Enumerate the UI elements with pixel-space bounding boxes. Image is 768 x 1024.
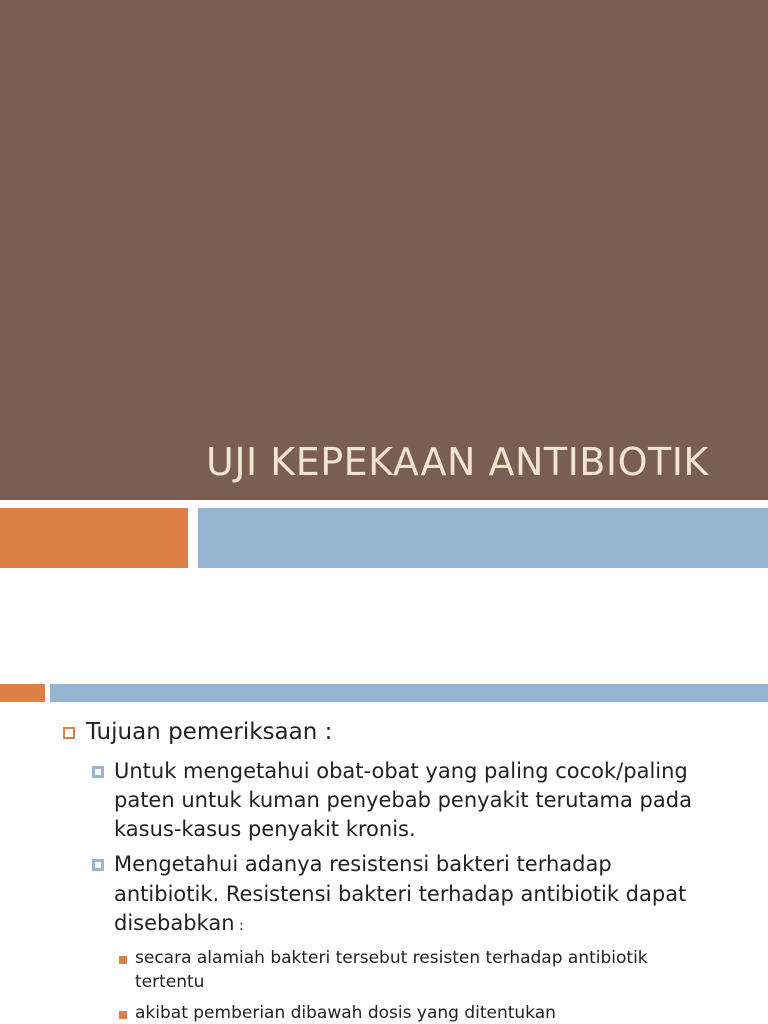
point1-line3: kasus-kasus penyakit kronis. <box>114 817 416 841</box>
point1-line1: Untuk mengetahui obat-obat yang paling cocok/paling <box>114 759 688 783</box>
heading-text: Tujuan pemeriksaan : <box>86 719 333 745</box>
point2-line1: Mengetahui adanya resistensi bakteri terhadap <box>114 852 612 876</box>
accent-bar-orange <box>0 508 188 568</box>
point1-line2: paten untuk kuman penyebab penyakit terutama pada <box>114 788 692 812</box>
subpoint2-line1: akibat pemberian dibawah dosis yang ditentukan <box>135 1003 556 1023</box>
hollow-square-bullet-icon <box>63 727 75 739</box>
square-bullet-icon <box>92 766 104 778</box>
accent-bar-blue <box>198 508 768 568</box>
point2-line3 <box>114 909 244 941</box>
small-square-bullet-icon <box>119 1011 127 1019</box>
point2-line2: antibiotik. Resistensi bakteri terhadap antibiotik dapat <box>114 882 687 906</box>
subpoint1-line2: tertentu <box>135 972 205 992</box>
subpoint1-line1: secara alamiah bakteri tersebut resisten terhadap antibiotik <box>135 948 648 968</box>
content-slide <box>0 576 768 1024</box>
square-bullet-icon <box>92 859 104 871</box>
point2-line3-text: disebabkan <box>114 911 235 935</box>
bullet-list <box>0 576 768 1024</box>
title-background <box>0 0 768 500</box>
slide-title: UJI KEPEKAAN ANTIBIOTIK <box>206 440 709 484</box>
point2-line3-suffix: : <box>234 918 244 934</box>
small-square-bullet-icon <box>119 956 127 964</box>
